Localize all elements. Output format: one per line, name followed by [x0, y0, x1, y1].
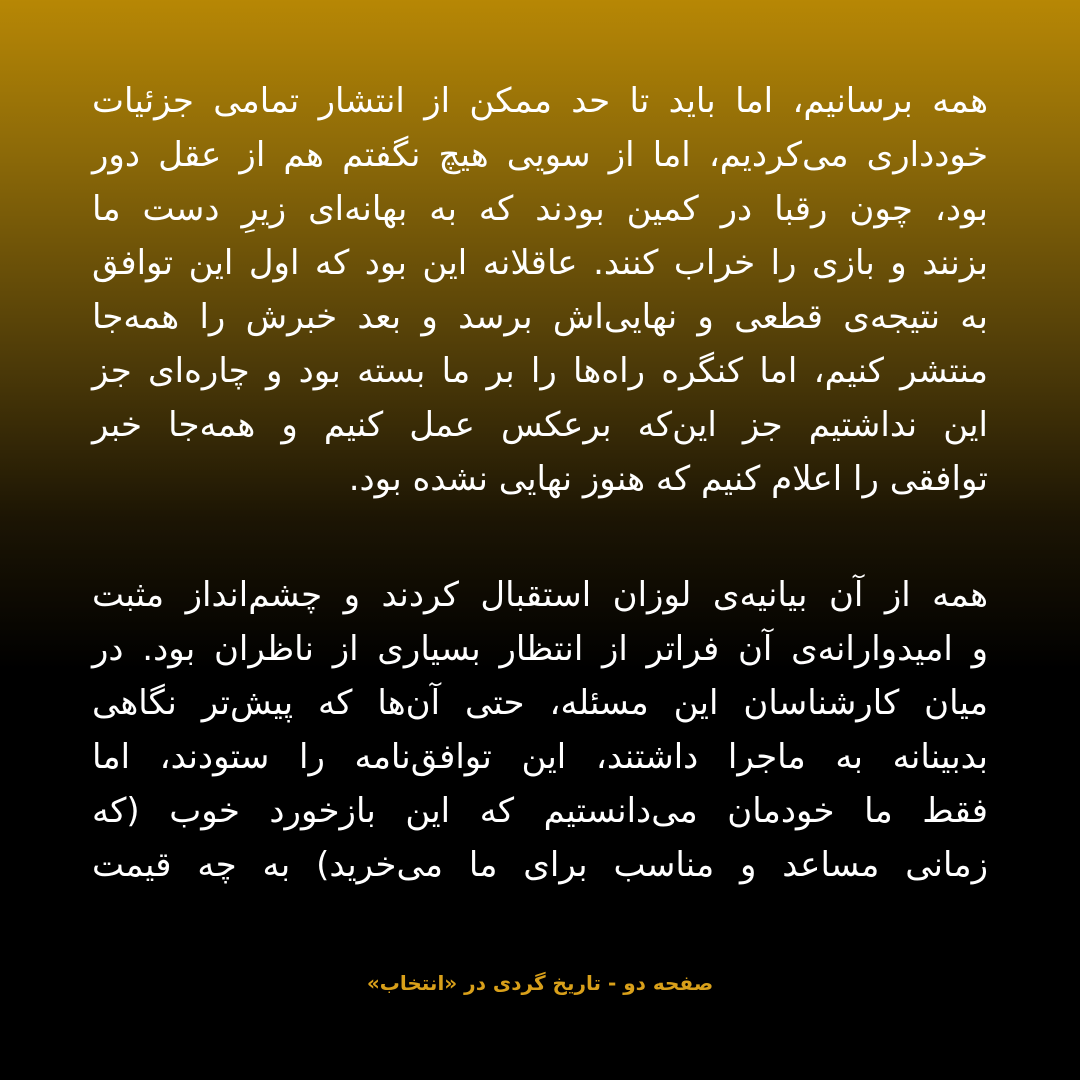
paragraph-line: و امیدوارانه‌ی آن فراتر از انتظار بسیاری از ناظران بود. در [92, 629, 988, 669]
paragraph-line: منتشر کنیم، اما کنگره راه‌ها را بر ما بسته بود و چاره‌ای جز [92, 351, 988, 391]
paragraph-2 [92, 568, 988, 892]
paragraph-line: میان کارشناسان این مسئله، حتی آن‌ها که پیش‌تر نگاهی [92, 683, 988, 723]
paragraph-line: بزنند و بازی را خراب کنند. عاقلانه این بود که اول این توافق [92, 243, 988, 283]
paragraph-line: فقط ما خودمان می‌دانستیم که این بازخورد خوب (که [92, 791, 988, 831]
page-footer: صفحه دو - تاریخ گردی در «انتخاب» [366, 971, 714, 995]
paragraph-line: خودداری می‌کردیم، اما از سویی هیچ نگفتم هم از عقل دور [92, 135, 988, 175]
paragraph-line: بدبینانه به ماجرا داشتند، این توافق‌نامه را ستودند، اما [92, 737, 988, 777]
paragraph-line: به نتیجه‌ی قطعی و نهایی‌اش برسد و بعد خبرش را همه‌جا [92, 297, 988, 337]
paragraph-line: این نداشتیم جز این‌که برعکس عمل کنیم و همه‌جا خبر [92, 405, 988, 445]
paragraph-line: بود، چون رقبا در کمین بودند که به بهانه‌ای زیرِ دست ما [92, 189, 988, 229]
paragraph-line: زمانی مساعد و مناسب برای ما می‌خرید) به چه قیمت [92, 845, 988, 885]
paragraph-line: همه برسانیم، اما باید تا حد ممکن از انتشار تمامی جزئیات [92, 81, 988, 121]
paragraph-line: توافقی را اعلام کنیم که هنوز نهایی نشده بود. [348, 459, 988, 499]
paragraph-line: همه از آن بیانیه‌ی لوزان استقبال کردند و چشم‌انداز مثبت [92, 575, 988, 615]
paragraph-1 [92, 74, 988, 506]
